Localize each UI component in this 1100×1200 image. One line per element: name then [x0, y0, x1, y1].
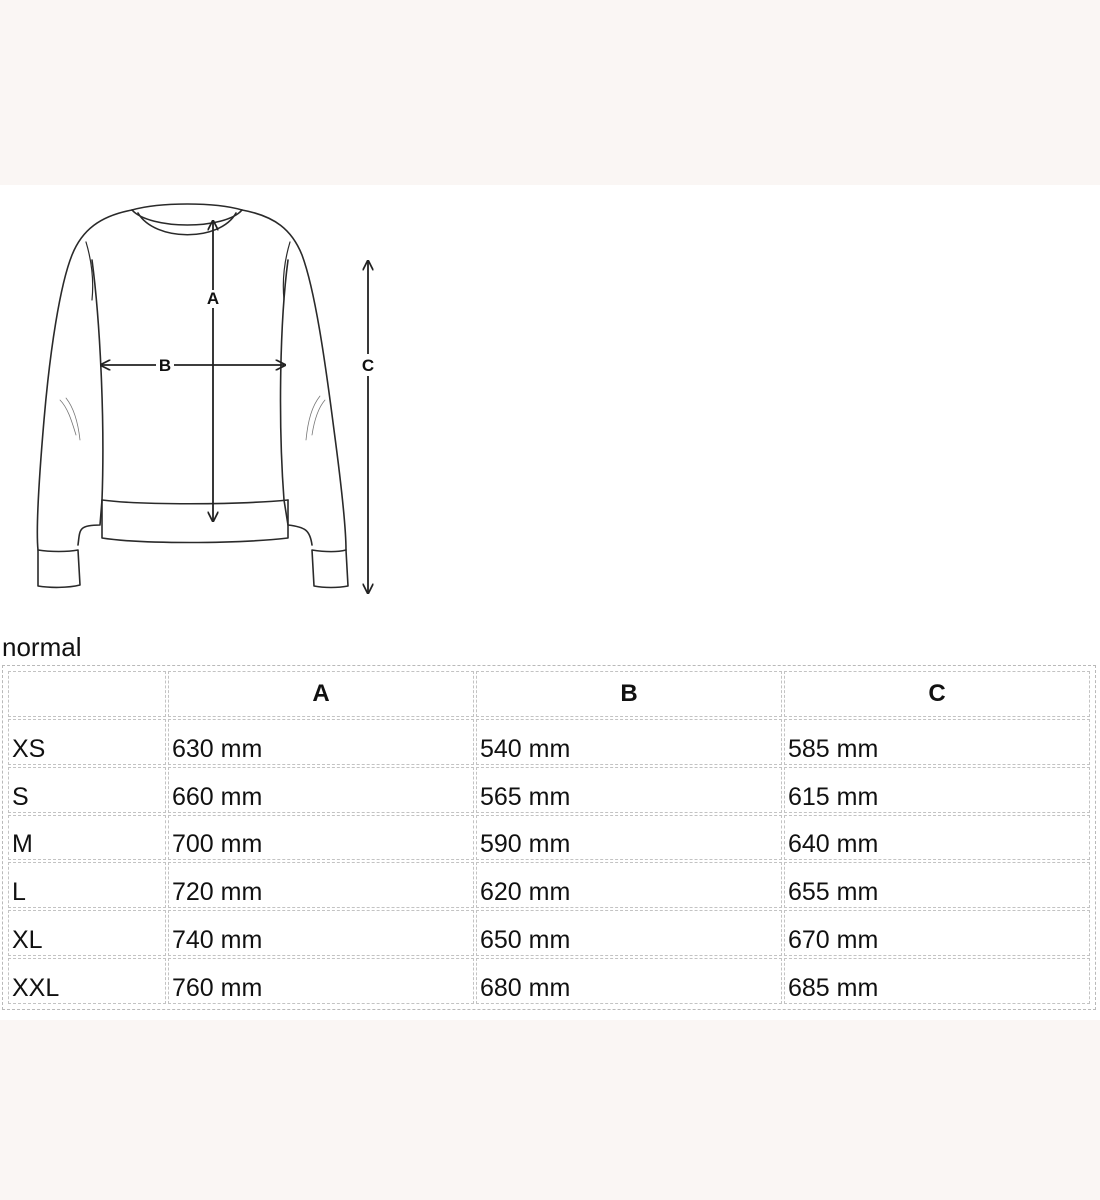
measure-a-cell: 630 mm: [168, 719, 474, 765]
measure-c-cell: 670 mm: [784, 910, 1090, 956]
measure-b-cell: 565 mm: [476, 767, 782, 813]
measure-b-cell: 590 mm: [476, 815, 782, 861]
measure-c-cell: 615 mm: [784, 767, 1090, 813]
measure-a-cell: 700 mm: [168, 815, 474, 861]
measure-c-cell: 655 mm: [784, 862, 1090, 908]
table-row: [8, 815, 1090, 861]
measure-a-cell: 720 mm: [168, 862, 474, 908]
measure-b-label: B: [158, 356, 172, 375]
header-size: [8, 671, 166, 717]
header-c: C: [784, 671, 1090, 717]
measure-b-cell: 620 mm: [476, 862, 782, 908]
measure-c-cell: 640 mm: [784, 815, 1090, 861]
size-table: [6, 669, 1092, 1006]
sweatshirt-outline: [37, 204, 348, 588]
measure-c-label: C: [361, 356, 375, 375]
sweatshirt-measurement-diagram: [20, 200, 400, 620]
size-table-caption: normal: [2, 632, 82, 662]
size-guide-panel: [0, 185, 1100, 1020]
measure-b-cell: 540 mm: [476, 719, 782, 765]
size-cell: XS: [8, 719, 166, 765]
size-cell: L: [8, 862, 166, 908]
table-header-row: [8, 671, 1090, 717]
measure-b-cell: 680 mm: [476, 958, 782, 1004]
measure-a-cell: 740 mm: [168, 910, 474, 956]
table-row: [8, 910, 1090, 956]
table-row: [8, 958, 1090, 1004]
header-b: B: [476, 671, 782, 717]
measure-a-label: A: [206, 289, 220, 308]
table-row: [8, 719, 1090, 765]
measure-c-cell: 685 mm: [784, 958, 1090, 1004]
table-row: [8, 862, 1090, 908]
table-row: [8, 767, 1090, 813]
measure-a-cell: 760 mm: [168, 958, 474, 1004]
size-cell: XL: [8, 910, 166, 956]
size-table-wrapper: [2, 665, 1096, 1010]
size-cell: XXL: [8, 958, 166, 1004]
size-cell: S: [8, 767, 166, 813]
measure-b-cell: 650 mm: [476, 910, 782, 956]
measure-a-cell: 660 mm: [168, 767, 474, 813]
header-a: A: [168, 671, 474, 717]
measure-c-cell: 585 mm: [784, 719, 1090, 765]
size-cell: M: [8, 815, 166, 861]
